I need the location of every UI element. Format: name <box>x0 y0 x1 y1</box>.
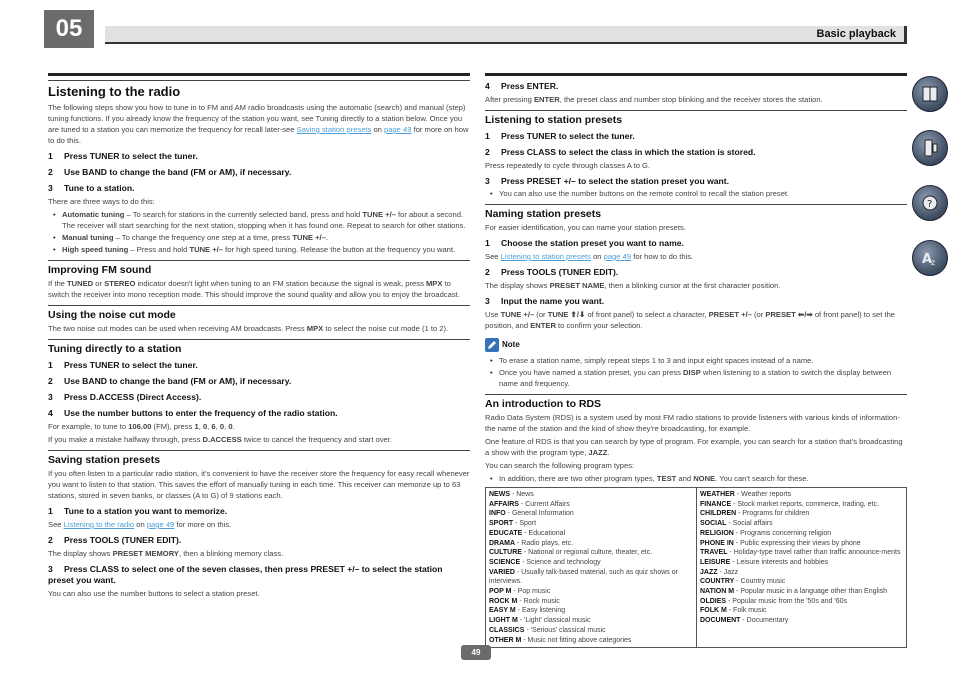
program-type-item: OLDIES - Popular music from the '50s and '60s <box>700 597 848 605</box>
rds-bullet: • In addition, there are two other program types, TEST and NONE. You can't search for these. <box>485 473 907 484</box>
program-types-left <box>486 488 696 647</box>
svg-text:z: z <box>931 258 936 267</box>
program-type-item: AFFAIRS - Current Affairs <box>489 500 570 508</box>
program-type-item: LIGHT M - 'Light' classical music <box>489 617 591 625</box>
sp-step-1-note: See Listening to the radio on page 49 for more on this. <box>48 520 232 529</box>
ls-bullet: • You can also use the number buttons on the remote control to recall the station preset. <box>485 188 907 199</box>
heading-rds: An introduction to RDS <box>485 394 907 410</box>
sp-step-2-note: The display shows PRESET MEMORY, then a blinking memory class. <box>48 549 284 558</box>
program-type-item: CHILDREN - Programs for children <box>700 510 810 518</box>
note-pencil-icon <box>485 338 499 352</box>
chapter-number: 05 <box>44 10 94 48</box>
page-number: 49 <box>461 645 491 660</box>
rds-para-3: You can search the following program types: <box>485 461 635 470</box>
step-1: 1 Press TUNER to select the tuner. <box>48 151 198 161</box>
link-listening-to-presets[interactable]: Listening to station presets <box>500 252 591 261</box>
right-column <box>485 73 907 648</box>
program-type-item: POP M - Pop music <box>489 588 551 596</box>
bullet-high-speed-tuning: • High speed tuning – Press and hold TUNE +/– for high speed tuning. Release the button at the frequency you want. <box>48 244 470 255</box>
nm-step-2: 2 Press TOOLS (TUNER EDIT). <box>485 267 619 277</box>
step-2: 2 Use BAND to change the band (FM or AM), if necessary. <box>48 167 292 177</box>
rds-para-2: One feature of RDS is that you can search by type of program. For example, you can search for a station that's broadcasting a show with the program type, JAZZ. <box>485 437 903 457</box>
link-page[interactable]: page 49 <box>146 520 175 529</box>
intro-paragraph: The following steps show you how to tune in to FM and AM radio broadcasts using the automatic (search) and manual (step) tuning functions. If you already know the frequency of the station you want, see Tuning directly to a station below. Once you are tuned to a station you can memorize the frequency for recall later-see Saving station presets on page 49 for more on how to do this. <box>48 103 469 145</box>
appendix-icon[interactable] <box>912 240 948 276</box>
page-title: Listening to the radio <box>48 80 470 99</box>
tools-icon[interactable] <box>912 185 948 221</box>
ls-step-2: 2 Press CLASS to select the class in which the station is stored. <box>485 147 756 157</box>
fm-paragraph: If the TUNED or STEREO indicator doesn't light when tuning to an FM station because the signal is weak, press MPX to switch the receiver into mono reception mode. This should improve the sound quality and allow you to enjoy the broadcast. <box>48 279 460 299</box>
sp-step-4: 4 Press ENTER. <box>485 81 559 91</box>
td-step-2: 2 Use BAND to change the band (FM or AM), if necessary. <box>48 376 292 386</box>
td-step-3: 3 Press D.ACCESS (Direct Access). <box>48 392 202 402</box>
program-type-item: NATION M - Popular music in a language other than English <box>700 588 888 596</box>
link-listening-to-radio[interactable]: Listening to the radio <box>63 520 135 529</box>
program-type-item: FINANCE - Stock market reports, commerce, trading, etc. <box>700 500 879 508</box>
section-header-bar <box>105 26 907 44</box>
program-type-item: PHONE IN - Public expressing their views by phone <box>700 539 861 547</box>
note-header <box>485 336 907 354</box>
sp-step-1: 1 Tune to a station you want to memorize. <box>48 506 228 516</box>
program-type-item: ROCK M - Rock music <box>489 597 560 605</box>
nm-step-3: 3 Input the name you want. <box>485 296 605 306</box>
bullet-manual-tuning: • Manual tuning – To change the frequency one step at a time, press TUNE +/–. <box>48 232 470 243</box>
heading-tuning-directly: Tuning directly to a station <box>48 339 470 355</box>
program-type-item: WEATHER - Weather reports <box>700 491 792 498</box>
program-type-item: CLASSICS - 'Serious' classical music <box>489 626 606 634</box>
link-saving-station-presets[interactable]: Saving station presets <box>296 125 372 134</box>
nm-step-2-note: The display shows PRESET NAME, then a blinking cursor at the first character position. <box>485 281 781 290</box>
left-column <box>48 73 470 601</box>
program-type-item: LEISURE - Leisure interests and hobbies <box>700 558 829 566</box>
td-example: For example, to tune to 106.00 (FM), press 1, 0, 6, 0, 0. <box>48 422 235 431</box>
noise-cut-paragraph: The two noise cut modes can be used when receiving AM broadcasts. Press MPX to select the noise cut mode (1 to 2). <box>48 324 449 333</box>
svg-text:A: A <box>922 252 933 267</box>
program-type-item: VARIED - Usually talk-based material, such as quiz shows or interviews. <box>489 568 678 586</box>
svg-text:?: ? <box>927 199 933 210</box>
program-type-item: COUNTRY - Country music <box>700 578 786 586</box>
program-type-item: CULTURE - National or regional culture, theater, etc. <box>489 549 653 557</box>
bullet-automatic-tuning: • Automatic tuning – To search for stations in the currently selected band, press and hold TUNE +/– for about a second. The receiver will start searching for the next station, stopping when it has found one. Repeat to search for other stations. <box>48 209 470 231</box>
nm-intro: For easier identification, you can name your station presets. <box>485 223 686 232</box>
ls-step-1: 1 Press TUNER to select the tuner. <box>485 131 635 141</box>
step-3-note: There are three ways to do this: <box>48 197 155 206</box>
program-type-item: OTHER M - Music not fitting above categories <box>489 636 632 644</box>
program-type-item: INFO - General Information <box>489 510 574 518</box>
manual-book-icon[interactable] <box>912 76 948 112</box>
ls-step-2-note: Press repeatedly to cycle through classes A to G. <box>485 161 651 170</box>
program-type-item: RELIGION - Programs concerning religion <box>700 529 832 537</box>
section-title: Basic playback <box>816 28 896 40</box>
heading-saving-presets: Saving station presets <box>48 450 470 466</box>
remote-control-icon[interactable] <box>912 130 948 166</box>
heading-listening-presets: Listening to station presets <box>485 110 907 126</box>
nm-step-3-note: Use TUNE +/– (or TUNE ⬆/⬇ of front panel) to select a character, PRESET +/– (or PRESET ⬅/➡ of front panel) to set the position, and ENTER to confirm your selection. <box>485 310 896 330</box>
top-rule <box>485 73 907 76</box>
rds-para-1: Radio Data System (RDS) is a system used by most FM radio stations to provide listeners with various kinds of information-the name of the station and the kind of show they're broadcasting, for example. <box>485 413 900 433</box>
program-type-item: SOCIAL - Social affairs <box>700 520 773 528</box>
sp-step-4-note: After pressing ENTER, the preset class and number stop blinking and the receiver stores the station. <box>485 95 823 104</box>
top-rule <box>48 73 470 76</box>
note-bullet-2: • Once you have named a station preset, you can press DISP when listening to a station to switch the display between name and frequency. <box>485 367 907 389</box>
link-page[interactable]: page 49 <box>384 125 412 134</box>
program-type-item: FOLK M - Folk music <box>700 607 767 615</box>
sp-step-3: 3 Press CLASS to select one of the seven classes, then press PRESET +/– to select the station preset you want. <box>48 564 443 585</box>
program-type-item: EDUCATE - Educational <box>489 529 566 537</box>
ls-step-3: 3 Press PRESET +/– to select the station preset you want. <box>485 176 730 186</box>
program-type-item: SCIENCE - Science and technology <box>489 558 601 566</box>
program-type-item: TRAVEL - Holiday-type travel rather than traffic announce-ments <box>700 549 901 557</box>
sp-intro: If you often listen to a particular radio station, it's convenient to have the receiver store the frequency for easy recall whenever you want to listen to that station. This saves the effort of manually tuning in each time. This receiver can memorize up to 63 stations, stored in seven banks, or classes (A to G) of 9 stations each. <box>48 469 470 500</box>
program-types-right <box>696 488 906 647</box>
sp-step-2: 2 Press TOOLS (TUNER EDIT). <box>48 535 182 545</box>
step-3: 3 Tune to a station. <box>48 183 135 193</box>
heading-improving-fm: Improving FM sound <box>48 260 470 276</box>
sp-step-3-note: You can also use the number buttons to select a station preset. <box>48 589 260 598</box>
td-step-1: 1 Press TUNER to select the tuner. <box>48 360 198 370</box>
nm-step-1: 1 Choose the station preset you want to name. <box>485 238 684 248</box>
program-type-item: DOCUMENT - Documentary <box>700 617 789 625</box>
note-bullet-1: • To erase a station name, simply repeat steps 1 to 3 and input eight spaces instead of a name. <box>485 355 907 366</box>
link-page[interactable]: page 49 <box>603 252 632 261</box>
program-type-item: DRAMA - Radio plays, etc. <box>489 539 574 547</box>
td-mistake: If you make a mistake halfway through, press D.ACCESS twice to cancel the frequency and start over. <box>48 435 393 444</box>
program-type-item: SPORT - Sport <box>489 520 537 528</box>
program-type-item: EASY M - Easy listening <box>489 607 566 615</box>
heading-naming-presets: Naming station presets <box>485 204 907 220</box>
program-type-item: JAZZ - Jazz <box>700 568 739 576</box>
program-type-item: NEWS - News <box>489 491 534 498</box>
program-types-table <box>485 487 907 648</box>
nm-step-1-note: See Listening to station presets on page 49 for how to do this. <box>485 252 694 261</box>
td-step-4: 4 Use the number buttons to enter the frequency of the radio station. <box>48 408 338 418</box>
note-label: Note <box>502 340 520 350</box>
heading-noise-cut: Using the noise cut mode <box>48 305 470 321</box>
